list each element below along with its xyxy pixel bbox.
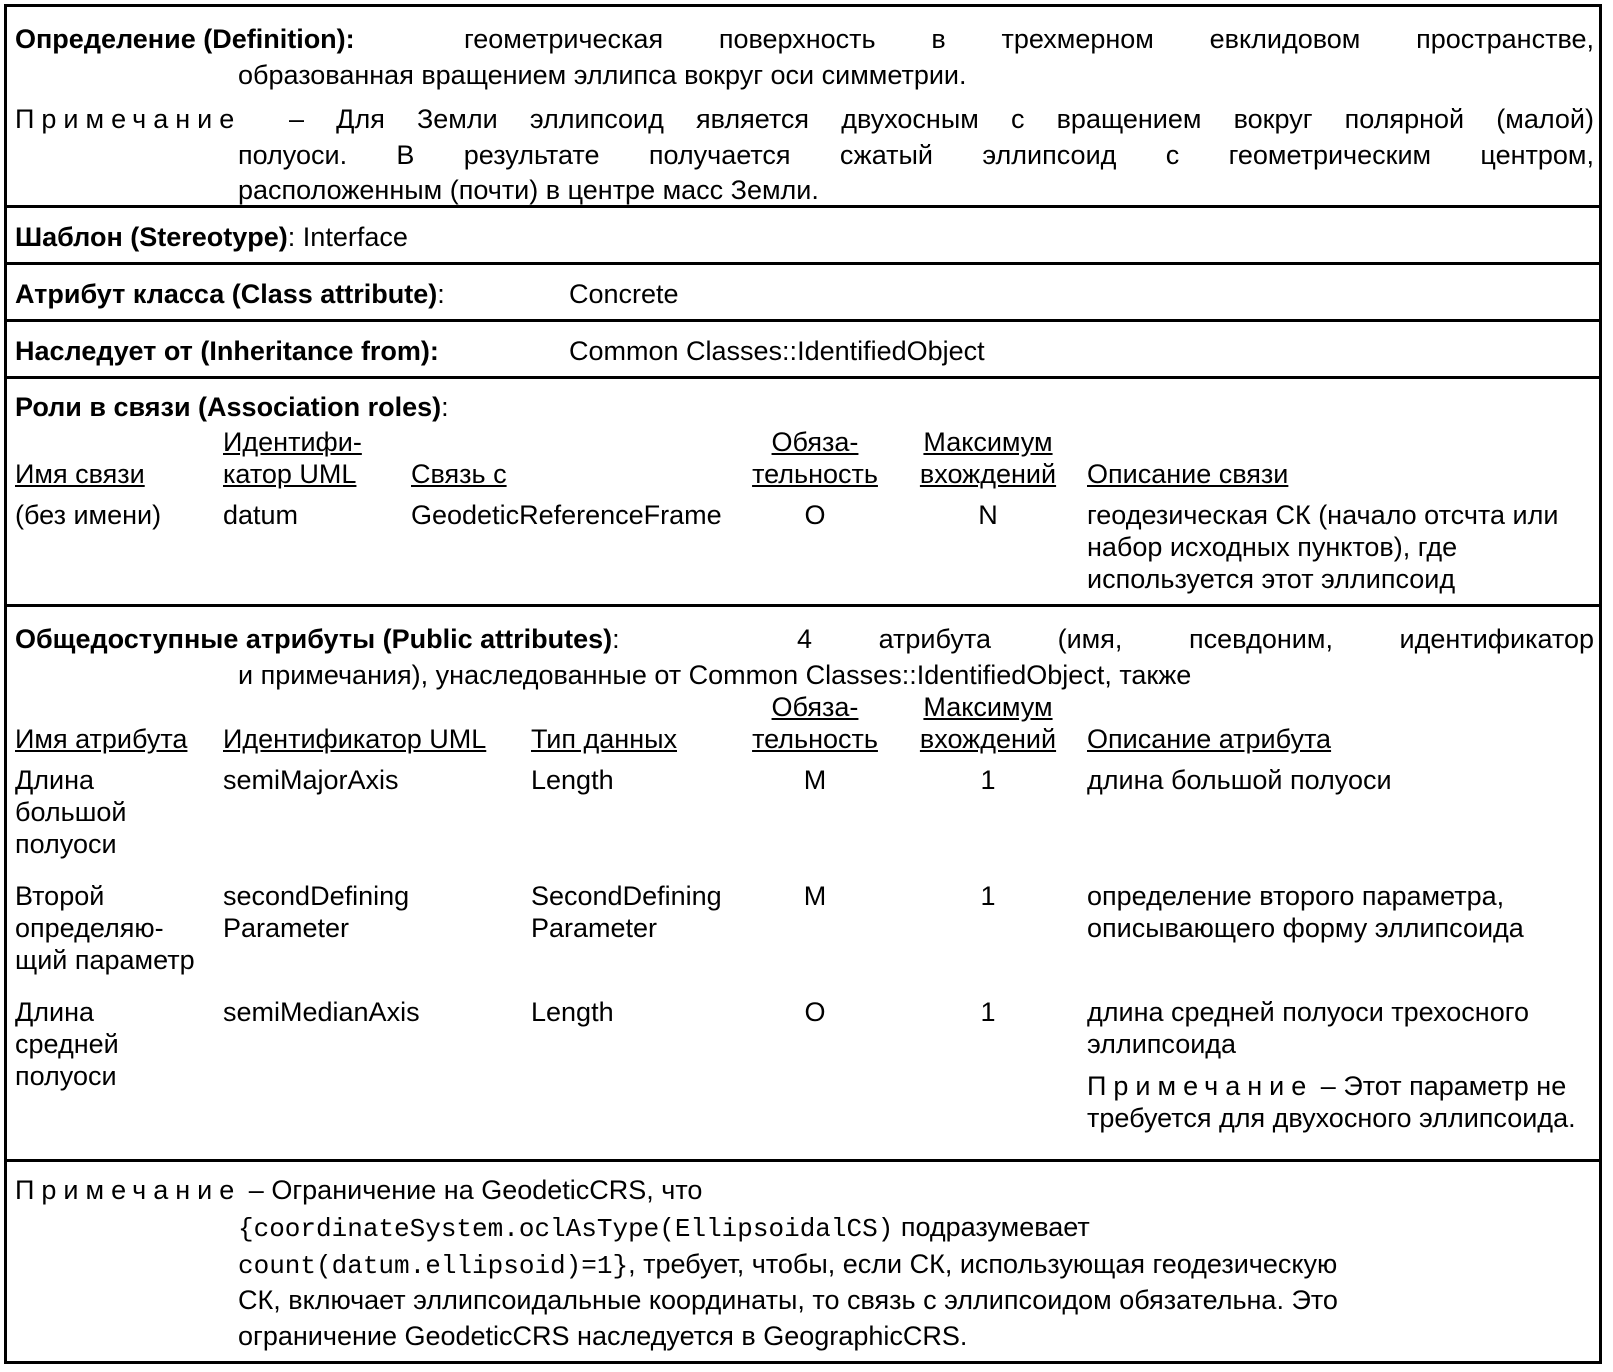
definition-label: Определение (Definition): [15, 24, 355, 54]
attr-row-3-note-line-1 [1087, 1070, 1566, 1102]
definition-section [7, 7, 1599, 208]
footer-note-code-1: {coordinateSystem.oclAsType(EllipsoidalCS) [238, 1214, 894, 1244]
attr-row-1-name-2: большой [15, 797, 127, 827]
footer-note-text-2: подразумевает [900, 1212, 1090, 1242]
footer-note-text-3: , требует, чтобы, если СК, использующая геодезическую [628, 1249, 1338, 1279]
assoc-header-oblig-bottom: тельность [752, 459, 878, 489]
attr-row-2-desc-2: описывающего форму эллипсоида [1087, 913, 1524, 943]
class-attribute-value: Concrete [569, 279, 679, 309]
attr-header-name: Имя атрибута [15, 724, 188, 754]
footer-note-text-1: – Ограничение на GeodeticCRS, что [248, 1175, 703, 1205]
assoc-header-oblig-top: Обяза- [771, 427, 859, 457]
attr-row-3-desc-1: длина средней полуоси трехосного [1087, 997, 1530, 1027]
attr-header-max-top: Максимум [923, 692, 1053, 722]
attr-row-2-uml-2: Parameter [223, 913, 350, 943]
assoc-header-name: Имя связи [15, 459, 145, 489]
assoc-row-desc-2: набор исходных пунктов), где [1087, 532, 1458, 562]
footer-note-line-5: ограничение GeodeticCRS наследуется в GeographicCRS. [238, 1321, 968, 1351]
assoc-row-uml: datum [223, 500, 299, 530]
class-attribute-section [7, 265, 1599, 322]
footer-note-label: Примечание [15, 1175, 242, 1205]
attr-row-1-name-3: полуоси [15, 829, 117, 859]
assoc-header-desc: Описание связи [1087, 459, 1289, 489]
inheritance-label: Наследует от (Inheritance from): [15, 336, 439, 366]
association-colon: : [441, 392, 449, 422]
assoc-row-name: (без имени) [15, 500, 162, 530]
association-label: Роли в связи (Association roles) [15, 392, 442, 422]
definition-line-1: геометрическая поверхность в трехмерном евклидовом пространстве, [464, 24, 1594, 54]
stereotype-section [7, 208, 1599, 265]
attr-header-oblig-top: Обяза- [771, 692, 859, 722]
footer-note-line-1 [15, 1174, 702, 1206]
class-attribute-colon: : [437, 279, 445, 309]
assoc-row-oblig: O [804, 500, 826, 530]
attr-header-max-bottom: вхождений [919, 724, 1057, 754]
attr-row-3-uml: semiMedianAxis [223, 997, 420, 1027]
assoc-row-desc-1: геодезическая СК (начало отсчта или [1087, 500, 1559, 530]
association-section [7, 379, 1599, 607]
attributes-intro-1: 4 атрибута (имя, псевдоним, идентификатор [797, 624, 1594, 654]
definition-line-2: образованная вращением эллипса вокруг оси симметрии. [238, 60, 967, 90]
assoc-header-max-bottom: вхождений [919, 459, 1057, 489]
footer-note-line-4: СК, включает эллипсоидальные координаты, то связь с эллипсоидом обязательна. Это [238, 1285, 1338, 1315]
definition-note-line-1: – Для Земли эллипсоид является двухосным с вращением вокруг полярной (малой) [289, 104, 1594, 134]
attr-row-2-oblig: M [803, 881, 827, 911]
assoc-header-max-top: Максимум [923, 427, 1053, 457]
attr-row-2-name-3: щий параметр [15, 945, 195, 975]
footer-note-code-2: count(datum.ellipsoid)=1} [238, 1251, 629, 1281]
assoc-header-uml-bottom: катор UML [223, 459, 357, 489]
footer-note-section [7, 1162, 1599, 1361]
class-description-table [4, 4, 1602, 1364]
attr-row-3-name-2: средней [15, 1029, 119, 1059]
attr-row-1-name-1: Длина [15, 765, 95, 795]
attr-row-3-note-text: – Этот параметр не [1320, 1071, 1567, 1101]
attr-row-2-type-1: SecondDefining [531, 881, 722, 911]
definition-note-label: Примечание [15, 104, 242, 134]
attr-row-1-oblig: M [803, 765, 827, 795]
attributes-intro-2: и примечания), унаследованные от Common Classes::IdentifiedObject, также [238, 660, 1192, 690]
footer-note-line-3 [238, 1248, 1337, 1282]
attr-row-3-oblig: O [804, 997, 826, 1027]
inheritance-section [7, 322, 1599, 379]
definition-note-line-3: расположенным (почти) в центре масс Земли. [238, 175, 819, 205]
association-title [15, 391, 449, 423]
attr-row-1-max: 1 [980, 765, 996, 795]
stereotype-value: : Interface [287, 222, 408, 252]
attr-row-3-max: 1 [980, 997, 996, 1027]
attributes-section [7, 607, 1599, 1162]
attributes-colon: : [612, 624, 620, 654]
attr-row-2-max: 1 [980, 881, 996, 911]
inheritance-value: Common Classes::IdentifiedObject [569, 336, 985, 366]
attr-row-3-type: Length [531, 997, 614, 1027]
assoc-row-desc-3: используется этот эллипсоид [1087, 564, 1456, 594]
class-attribute-label: Атрибут класса (Class attribute) [15, 279, 438, 309]
attr-row-1-desc: длина большой полуоси [1087, 765, 1392, 795]
stereotype-row [15, 221, 408, 253]
attr-row-3-note-label: Примечание [1087, 1071, 1314, 1101]
attr-row-3-note-line-2: требуется для двухосного эллипсоида. [1087, 1103, 1576, 1133]
assoc-row-link: GeodeticReferenceFrame [411, 500, 722, 530]
attr-row-2-type-2: Parameter [531, 913, 658, 943]
assoc-row-max: N [978, 500, 998, 530]
attr-header-type: Тип данных [531, 724, 678, 754]
stereotype-label: Шаблон (Stereotype) [15, 222, 288, 252]
attr-row-1-uml: semiMajorAxis [223, 765, 399, 795]
attr-row-3-desc-2: эллипсоида [1087, 1029, 1237, 1059]
attr-header-oblig-bottom: тельность [752, 724, 878, 754]
assoc-header-uml-top: Идентифи- [223, 427, 362, 457]
attr-row-2-name-2: определяю- [15, 913, 164, 943]
attr-row-3-name-3: полуоси [15, 1061, 117, 1091]
attr-row-1-type: Length [531, 765, 614, 795]
definition-note-line-2: полуоси. В результате получается сжатый эллипсоид с геометрическим центром, [238, 140, 1594, 170]
attr-header-uml: Идентификатор UML [223, 724, 487, 754]
attr-row-2-uml-1: secondDefining [223, 881, 410, 911]
attr-header-desc: Описание атрибута [1087, 724, 1332, 754]
attributes-title [15, 623, 620, 655]
attributes-label: Общедоступные атрибуты (Public attributes) [15, 624, 613, 654]
assoc-header-link: Связь с [411, 459, 507, 489]
attr-row-3-name-1: Длина [15, 997, 95, 1027]
attr-row-2-desc-1: определение второго параметра, [1087, 881, 1505, 911]
footer-note-line-2 [238, 1211, 1090, 1245]
class-attribute-row [15, 278, 445, 310]
attr-row-2-name-1: Второй [15, 881, 105, 911]
